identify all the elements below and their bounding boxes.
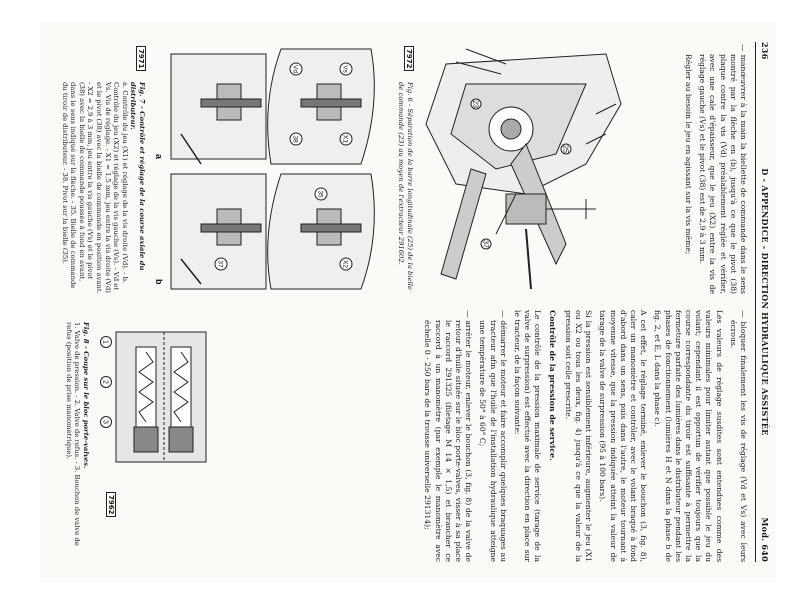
figure-6-drawing	[416, 44, 626, 294]
fig6-label-23: 23	[471, 100, 479, 108]
valve-block-section-illustration	[96, 322, 216, 472]
fig7-label-38: 38	[291, 135, 299, 143]
right-paragraph-2: A cet effet, le réglage terminé, enlever le bouchon (3, fig. 8), caler un manomètre et contrôler, avec le volant braqué à fond d'abord dans un sens, puis dans l'autre, le moteur tournant à moyenne vitesse, que la pression indiquée atteint la valeur de tarage de la valve de surpression (95 à 100 bars).	[598, 310, 649, 562]
section-title: D - APPENDICE - DIRECTION HYDRAULIQUE ASSISTÉE	[760, 168, 770, 436]
right-item-1: — démarrer le moteur et faire accomplir quelques braquages au tracteur afin que l'huile de l'installation hydraulique atteigne une température de 50° à 60° C;	[478, 310, 508, 562]
figure-7-caption-body: a. Contrôle du jeu (X1) et réglage de la vis droite (Vd). - b. Contrôle du jeu (X2) et réglage de la vis gauche (Vs). - Vd et Vs. Vis de réglage. - X1 = 1,5 mm, jeu entre la vis droite (Vd) et le pivot (38) avec la bielle de commande en position avant. - X2 = 2,9 à 3 mm, jeu entre la vis gauche (Vs) et le pivot (38) avec la bielle de commande poussée à fond en avant, dans le sens indiqué sur la flèche. - 35. Bielle de commande du tiroir de distributeur. - 38. Pivot sur la bielle (35).	[60, 82, 129, 294]
figure-8-caption-body: 1. Valve de pression. - 2. Valve de refus. - 3. Bouchon de valve de refus (position de prise manométrique).	[64, 322, 82, 546]
figure-8-caption: Fig. 8 - Coupe sur le bloc porte-valves.	[82, 322, 90, 469]
figure-6-caption: Fig. 6 - Séparation de la barre longitudinale (25) de la bielle de commande (23) au moyen de l'extracteur 291602.	[397, 82, 414, 290]
right-paragraph-3: Si la pression est sensiblement inférieure, augmenter le jeu (X1 ou X2 ou tous les deux, fig. 4) jusqu'à ce que la valeur de la pression soit celle prescrite.	[563, 310, 594, 562]
header-rule	[755, 42, 756, 562]
left-column	[679, 44, 748, 294]
fig7-label-x1: X1	[341, 135, 349, 143]
figure-7-caption: Fig. 7 - Contrôle et réglage de la course axiale du distributeur.	[129, 82, 146, 271]
fig6-label-37: 37	[481, 240, 489, 248]
right-intro: — bloquer finalement les vis de réglage (Vd et Vs) avec leurs écrous.	[728, 310, 748, 562]
fig8-label-2: 2	[101, 380, 109, 384]
fig7-label-vd: Vd	[291, 65, 299, 73]
fig6-label-25: 25	[561, 145, 569, 153]
fig7-label-35: 35	[316, 190, 324, 198]
right-paragraph-4: Le contrôle de la pression maximale de service (tarage de la valve de surpression) est effectué avec la direction en place sur le tracteur, de la façon suivante:	[512, 310, 543, 562]
right-paragraph-1: Les valeurs de réglage susdites sont entendues comme des valeurs minimales pour limiter autant que possible le jeu du volant; cependant il est opportun de vérifier toujours que la course correspondante du tiroir est suffisante à permettre la fermeture parfaite des lumières dans le distributeur pendant les phases de fonctionnement (lumières H et N dans la phase b de fig. 2, et E, L dans la phase c).	[653, 310, 724, 562]
model-label: Mod. 640	[760, 517, 770, 562]
figure-8-caption-block	[64, 322, 90, 562]
service-pressure-heading: Contrôle de la pression de service.	[547, 310, 557, 461]
scanned-page	[40, 22, 776, 582]
tie-rod-extractor-illustration	[416, 44, 626, 294]
figure-8-tag: 7962	[106, 492, 116, 517]
figure-7-drawing	[151, 44, 381, 294]
figure-6-tag: 7972	[404, 46, 414, 71]
fig7-part-a: a	[154, 154, 164, 160]
page-header	[756, 42, 770, 562]
axial-travel-adjustment-illustration	[151, 44, 381, 294]
right-item-2: — arrêter le moteur, enlever le bouchon (3, fig. 8) de la valve de retour d'huile située sur le bloc porte-valves, visser à sa place le raccord 291325 (filetage M 14 × 1,5) et brancher ce raccord à un manomètre (par exemple le manomètre avec échelle 0 - 250 bars de la trousse universelle 291314);	[423, 310, 474, 562]
fig7-label-vs: Vs	[341, 65, 349, 73]
fig7-label-x2: X2	[341, 260, 349, 268]
figure-7-tag: 7971	[136, 46, 146, 71]
fig7-part-b: b	[154, 279, 164, 285]
figure-7-caption-block	[60, 82, 146, 294]
page-number: 236	[760, 42, 770, 60]
left-paragraph-2: Régler au besoin le jeu en agissant sur la vis même;	[683, 54, 693, 255]
fig7-label-37: 37	[216, 260, 224, 268]
figure-8-drawing	[96, 322, 216, 472]
fig8-label-3: 3	[101, 420, 109, 424]
fig8-label-1: 1	[101, 340, 109, 344]
right-column	[418, 310, 748, 562]
left-paragraph-1: — manœuvrer à la main la biellette de commande dans le sens montré par la flèche en (b), jusqu'à ce que le pivot (38) plaque contre la vis (Vd) préalablement réglée et vérifier, avec une cale d'épaisseur, que le jeu (X2) entre la vis de réglage gauche (Vs) et le pivot (38) est de 2,9 à 3 mm.	[698, 44, 748, 294]
